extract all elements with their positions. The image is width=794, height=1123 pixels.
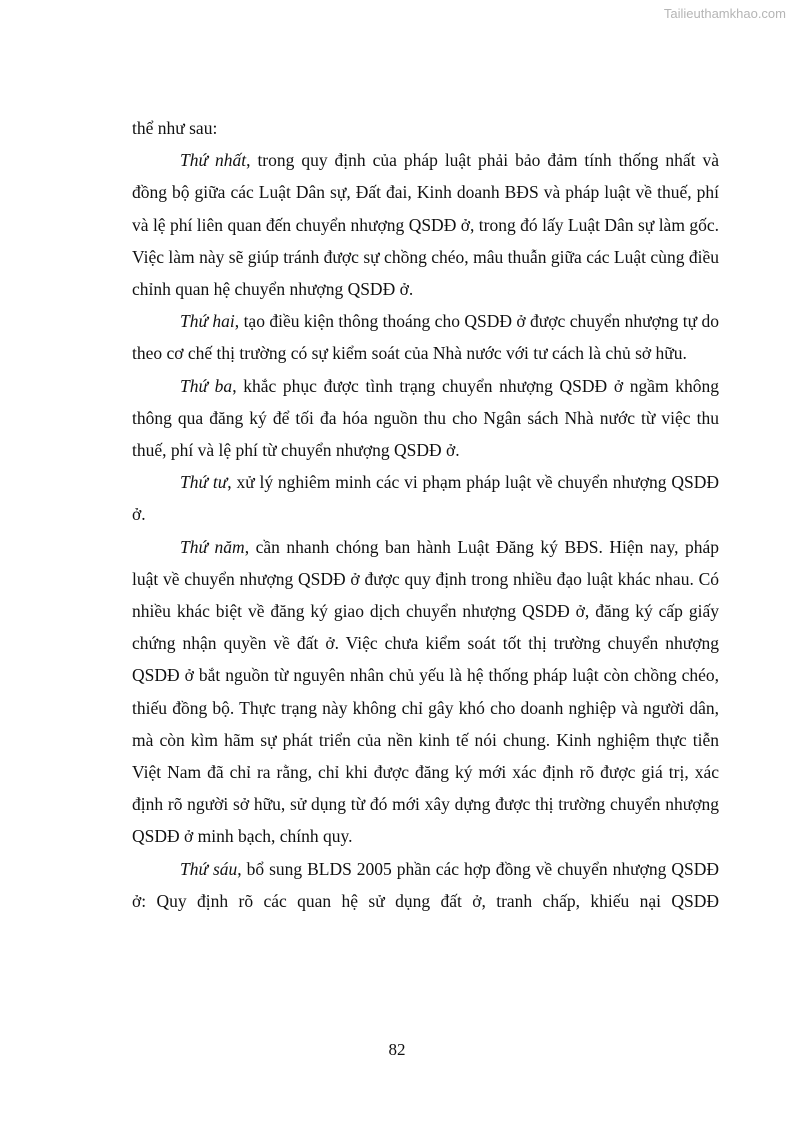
- paragraph-lead: Thứ hai: [180, 311, 235, 332]
- paragraph-lead: Thứ ba: [180, 375, 233, 396]
- paragraph-text: , cần nhanh chóng ban hành Luật Đăng ký BĐS. Hiện nay, pháp luật về chuyển nhượng QSDĐ ở được quy định trong nhiều đạo luật khác nhau. Có nhiều khác biệt về đăng ký giao dịch chuyển nhượng QSDĐ ở, đăng ký cấp giấy chứng nhận quyền về đất ở. Việc chưa kiểm soát tốt thị trường chuyển nhượng QSDĐ ở bắt nguồn từ nguyên nhân chủ yếu là hệ thống pháp luật còn chồng chéo, thiếu đồng bộ. Thực trạng này không chỉ gây khó cho doanh nghiệp và người dân, mà còn kìm hãm sự phát triển của nền kinh tế nói chung. Kinh nghiệm thực tiễn Việt Nam đã chỉ ra rằng, chỉ khi được đăng ký mới xác định rõ được giá trị, xác định rõ người sở hữu, sử dụng từ đó mới xây dựng được thị trường chuyển nhượng QSDĐ ở minh bạch, chính quy.: [132, 536, 719, 847]
- paragraph-text: thể như sau:: [132, 118, 218, 138]
- paragraph-thu-tu: [132, 466, 719, 530]
- page-number: 82: [388, 1040, 406, 1059]
- paragraph-text: , xử lý nghiêm minh các vi phạm pháp luật về chuyển nhượng QSDĐ ở.: [132, 472, 719, 525]
- paragraph-thu-ba: [132, 370, 719, 467]
- paragraph-lead: Thứ năm: [180, 536, 245, 557]
- paragraph-lead: Thứ tư: [180, 472, 228, 493]
- paragraph-lead: Thứ nhất: [180, 150, 247, 171]
- paragraph-thu-nam: [132, 531, 719, 853]
- paragraph-text: , tạo điều kiện thông thoáng cho QSDĐ ở được chuyển nhượng tự do theo cơ chế thị trường có sự kiểm soát của Nhà nước với tư cách là chủ sở hữu.: [132, 311, 719, 364]
- page-body: [132, 112, 719, 917]
- paragraph-intro: [132, 112, 719, 144]
- paragraph-lead: Thứ sáu: [180, 858, 238, 879]
- paragraph-text: , bổ sung BLDS 2005 phần các hợp đồng về chuyển nhượng QSDĐ ở: Quy định rõ các quan hệ sử dụng đất ở, tranh chấp, khiếu nại QSDĐ: [132, 858, 719, 911]
- site-watermark: Tailieuthamkhao.com: [663, 6, 786, 21]
- paragraph-text: , khắc phục được tình trạng chuyển nhượng QSDĐ ở ngầm không thông qua đăng ký để tối đa hóa nguồn thu cho Ngân sách Nhà nước từ việc thu thuế, phí và lệ phí từ chuyển nhượng QSDĐ ở.: [132, 375, 720, 461]
- paragraph-text: , trong quy định của pháp luật phải bảo đảm tính thống nhất và đồng bộ giữa các Luật Dân sự, Đất đai, Kinh doanh BĐS và pháp luật về thuế, phí và lệ phí liên quan đến chuyển nhượng QSDĐ ở, trong đó lấy Luật Dân sự làm gốc. Việc làm này sẽ giúp tránh được sự chồng chéo, mâu thuẫn giữa các Luật cùng điều chỉnh quan hệ chuyển nhượng QSDĐ ở.: [132, 150, 720, 300]
- paragraph-thu-hai: [132, 305, 719, 369]
- paragraph-thu-nhat: [132, 144, 719, 305]
- paragraph-thu-sau: [132, 853, 719, 917]
